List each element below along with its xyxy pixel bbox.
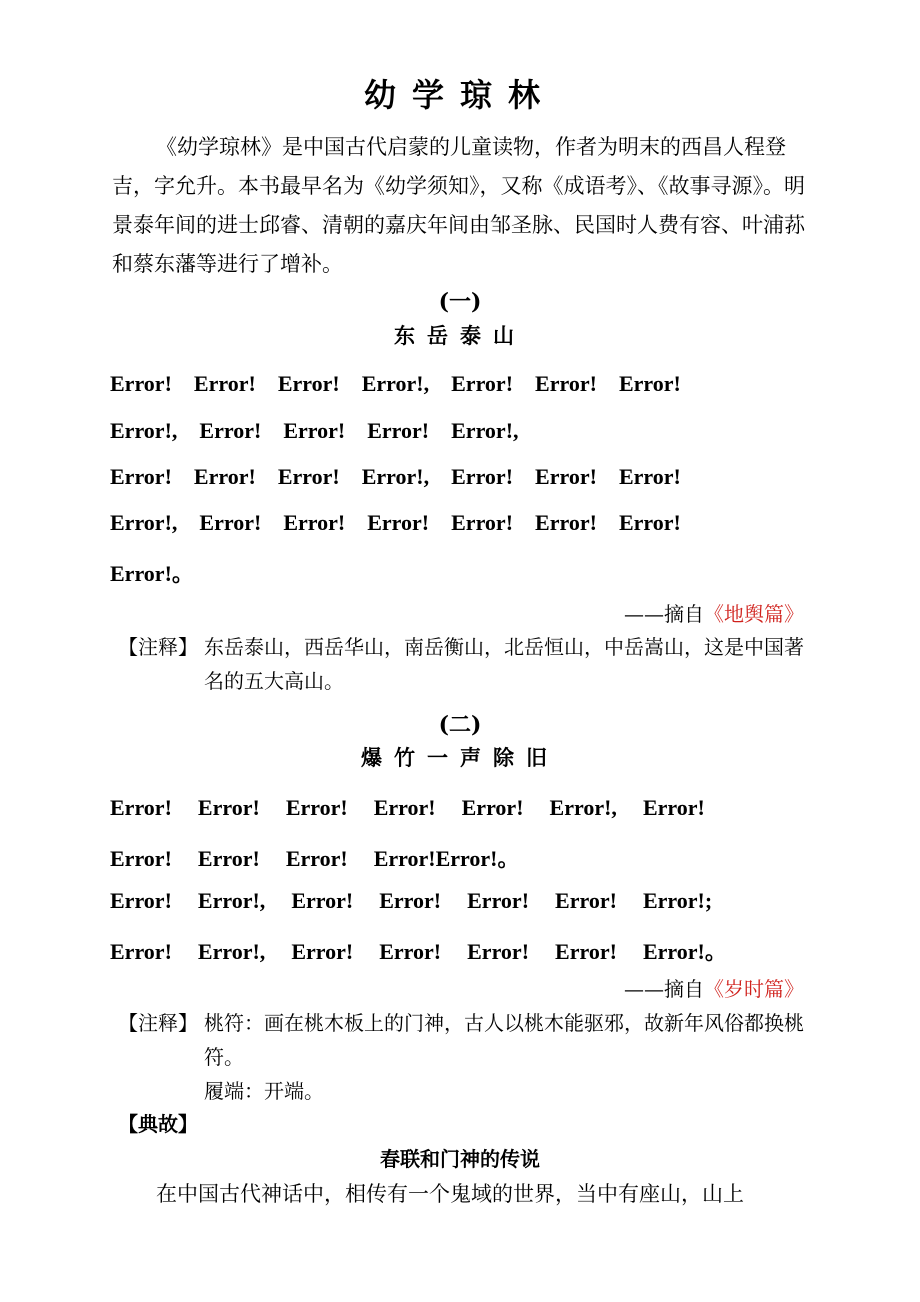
intro-paragraph: 《幼学琼林》是中国古代启蒙的儿童读物，作者为明末的西昌人程登吉，字允升。本书最早名为《幼学须知》，又称《成语考》、《故事寻源》。明景泰年间的进士邱睿、清朝的嘉庆年间由邹圣脉、民国时人费有容、叶浦荪和蔡东藩等进行了增补。 — [112, 135, 805, 276]
error-token: Error!Error!。 — [373, 846, 520, 871]
error-token: Error! — [379, 888, 442, 913]
error-token: Error!。 — [110, 561, 194, 586]
section-1-number: (一) — [438, 289, 482, 315]
error-token: Error! — [461, 795, 524, 820]
error-token: Error! — [197, 846, 260, 871]
text-line — [110, 371, 830, 401]
story-paragraph: 在中国古代神话中，相传有一个鬼域的世界，当中有座山，山上 — [156, 1182, 744, 1206]
section-2-source — [624, 973, 804, 1002]
text-line — [110, 557, 830, 587]
error-token: Error!, — [197, 888, 266, 913]
error-token: Error! — [110, 888, 172, 913]
error-token: Error! — [618, 510, 681, 535]
error-token: Error! — [110, 939, 172, 964]
error-token: Error! — [618, 371, 681, 396]
source-prefix: ——摘自 — [624, 602, 704, 626]
error-token: Error! — [451, 510, 514, 535]
error-token: Error! — [535, 371, 597, 396]
error-token: Error! — [285, 846, 348, 871]
error-token: Error! — [379, 939, 442, 964]
error-token: Error! — [642, 795, 705, 820]
source-book-title: 《岁时篇》 — [704, 977, 804, 1001]
error-token: Error! — [451, 371, 514, 396]
error-token: Error!。 — [642, 939, 727, 964]
error-token: Error! — [197, 795, 260, 820]
error-token: Error! — [291, 939, 354, 964]
error-token: Error! — [535, 464, 597, 489]
error-token: Error!; — [642, 888, 713, 913]
error-token: Error! — [110, 464, 172, 489]
error-token: Error!, — [361, 371, 430, 396]
error-token: Error! — [367, 418, 430, 443]
error-token: Error! — [618, 464, 681, 489]
text-line — [110, 464, 830, 494]
source-prefix: ——摘自 — [624, 977, 704, 1001]
note-label: 【注释】 — [118, 1011, 198, 1035]
text-line — [110, 888, 830, 918]
error-token: Error! — [193, 371, 256, 396]
document-title: 幼学琼林 — [363, 76, 556, 114]
error-token: Error!, — [110, 418, 178, 443]
error-token: Error! — [110, 795, 172, 820]
text-line — [110, 418, 830, 448]
error-token: Error! — [467, 888, 530, 913]
note-label: 【注释】 — [118, 635, 198, 659]
error-token: Error!, — [451, 418, 519, 443]
error-token: Error! — [110, 846, 172, 871]
error-token: Error! — [535, 510, 597, 535]
section-1-title: 东岳泰山 — [394, 323, 526, 348]
error-token: Error!, — [110, 510, 178, 535]
error-token: Error! — [277, 371, 340, 396]
note-body — [204, 630, 804, 698]
error-token: Error! — [193, 464, 256, 489]
section-2-title: 爆竹一声除旧 — [361, 745, 559, 770]
error-token: Error! — [555, 939, 617, 964]
error-token: Error! — [291, 888, 354, 913]
error-token: Error!, — [361, 464, 430, 489]
text-line — [110, 935, 830, 965]
story-title: 春联和门神的传说 — [380, 1147, 540, 1171]
error-token: Error! — [283, 418, 346, 443]
section-2-number: (二) — [438, 712, 482, 738]
error-token: Error! — [285, 795, 348, 820]
allusion-heading: 【典故】 — [118, 1112, 198, 1136]
note-line: 东岳泰山，西岳华山，南岳衡山，北岳恒山，中岳嵩山，这是中国著名的五大高山。 — [204, 635, 804, 693]
error-token: Error! — [555, 888, 617, 913]
section-1-source — [624, 598, 804, 627]
error-token: Error! — [467, 939, 530, 964]
note-line: 桃符：画在桃木板上的门神，古人以桃木能驱邪，故新年风俗都换桃符。 — [204, 1011, 804, 1069]
text-line — [110, 510, 830, 540]
text-line — [110, 795, 830, 825]
error-token: Error! — [451, 464, 514, 489]
error-token: Error!, — [549, 795, 617, 820]
text-line — [110, 842, 830, 872]
error-token: Error! — [367, 510, 430, 535]
error-token: Error! — [110, 371, 172, 396]
error-token: Error! — [373, 795, 436, 820]
source-book-title: 《地舆篇》 — [704, 602, 804, 626]
error-token: Error! — [199, 418, 262, 443]
note-line: 履端：开端。 — [204, 1079, 324, 1103]
error-token: Error! — [277, 464, 340, 489]
error-token: Error! — [199, 510, 262, 535]
note-body — [204, 1006, 804, 1108]
error-token: Error!, — [197, 939, 266, 964]
error-token: Error! — [283, 510, 346, 535]
